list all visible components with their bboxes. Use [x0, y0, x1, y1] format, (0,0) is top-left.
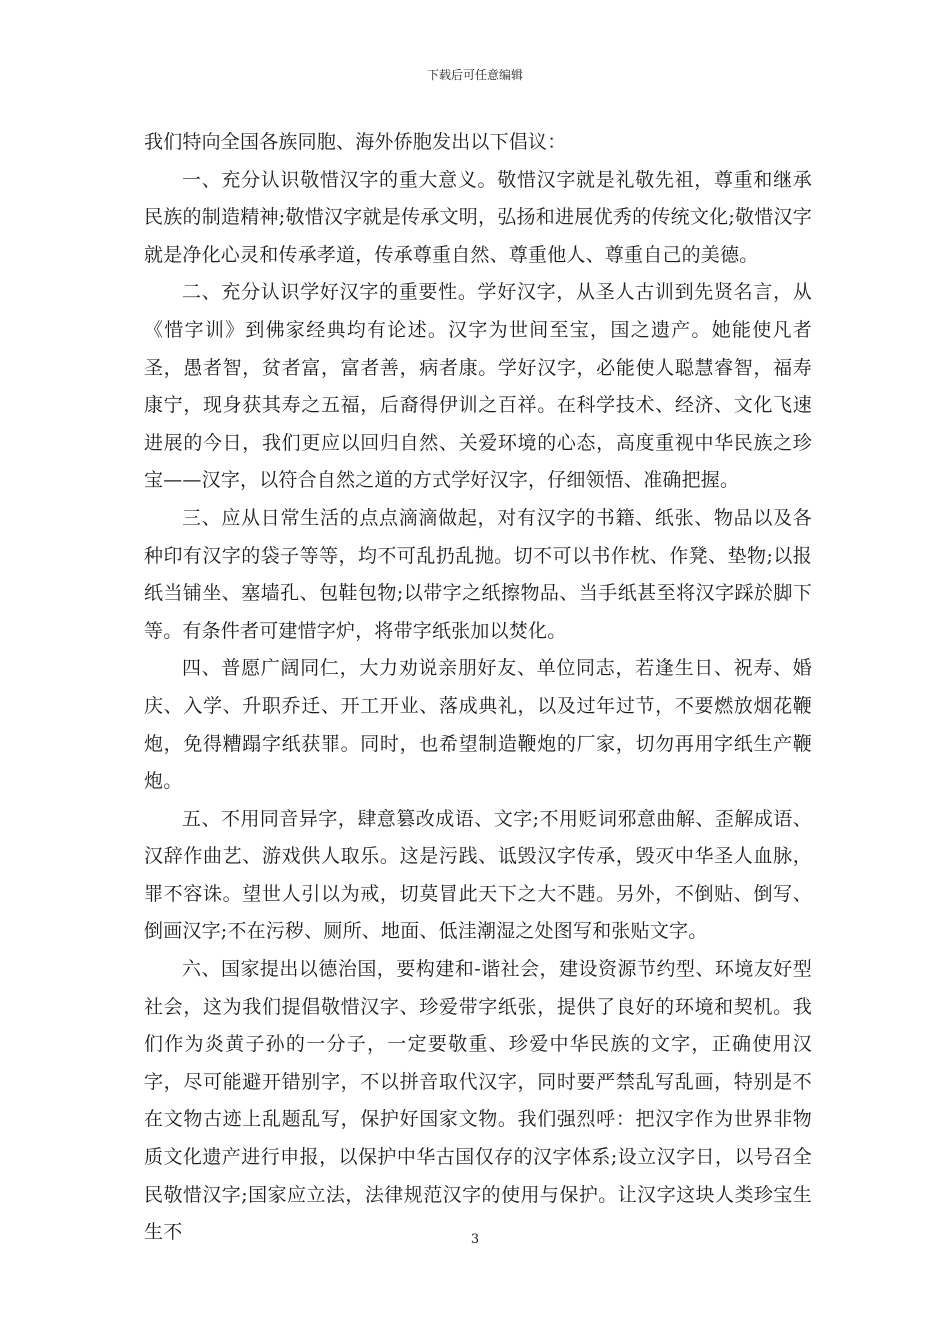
- paragraph-item-3: 三、应从日常生活的点点滴滴做起，对有汉字的书籍、纸张、物品以及各种印有汉字的袋子等等，均不可乱扔乱抛。切不可以书作枕、作凳、垫物;以报纸当铺坐、塞墙孔、包鞋包物;以带字之纸擦物品、当手纸甚至将汉字踩於脚下等。有条件者可建惜字炉，将带字纸张加以焚化。: [144, 506, 812, 642]
- paragraph-item-5: 五、不用同音异字，肆意篡改成语、文字;不用贬词邪意曲解、歪解成语、汉辞作曲艺、游戏供人取乐。这是污践、诋毁汉字传承，毁灭中华圣人血脉，罪不容诛。望世人引以为戒，切莫冒此天下之大不韪。另外，不倒贴、倒写、倒画汉字;不在污秽、厕所、地面、低洼潮湿之处图写和张贴文字。: [144, 807, 812, 943]
- paragraph-item-4: 四、普愿广阔同仁，大力劝说亲朋好友、单位同志，若逢生日、祝寿、婚庆、入学、升职乔迁、开工开业、落成典礼，以及过年过节，不要燃放烟花鞭炮，免得糟蹋字纸获罪。同时，也希望制造鞭炮的厂家，切勿再用字纸生产鞭炮。: [144, 657, 812, 793]
- paragraph-item-2: 二、充分认识学好汉字的重要性。学好汉字，从圣人古训到先贤名言，从《惜字训》到佛家经典均有论述。汉字为世间至宝，国之遗产。她能使凡者圣，愚者智，贫者富，富者善，病者康。学好汉字，必能使人聪慧睿智，福寿康宁，现身获其寿之五福，后裔得伊训之百祥。在科学技术、经济、文化飞速进展的今日，我们更应以回归自然、关爱环境的心态，高度重视中华民族之珍宝——汉字，以符合自然之道的方式学好汉字，仔细领悟、准确把握。: [144, 281, 812, 492]
- paragraph-item-6: 六、国家提出以德治国，要构建和-谐社会，建设资源节约型、环境友好型社会，这为我们提倡敬惜汉字、珍爱带字纸张，提供了良好的环境和契机。我们作为炎黄子孙的一分子，一定要敬重、珍爱中华民族的文字，正确使用汉字，尽可能避开错别字，不以拼音取代汉字，同时要严禁乱写乱画，特别是不在文物古迹上乱题乱写，保护好国家文物。我们强烈呼：把汉字作为世界非物质文化遗产进行申报，以保护中华古国仅存的汉字体系;设立汉字日，以号召全民敬惜汉字;国家应立法，法律规范汉字的使用与保护。让汉字这块人类珍宝生生不: [144, 958, 812, 1244]
- page-number: 3: [470, 1232, 480, 1247]
- page-header: 下载后可任意编辑: [426, 68, 523, 82]
- document-body: [144, 124, 812, 1252]
- paragraph-item-1: 一、充分认识敬惜汉字的重大意义。敬惜汉字就是礼敬先祖，尊重和继承民族的制造精神;敬惜汉字就是传承文明，弘扬和进展优秀的传统文化;敬惜汉字就是净化心灵和传承孝道，传承尊重自然、尊重他人、尊重自己的美德。: [144, 168, 812, 266]
- intro-paragraph: 我们特向全国各族同胞、海外侨胞发出以下倡议：: [144, 131, 567, 153]
